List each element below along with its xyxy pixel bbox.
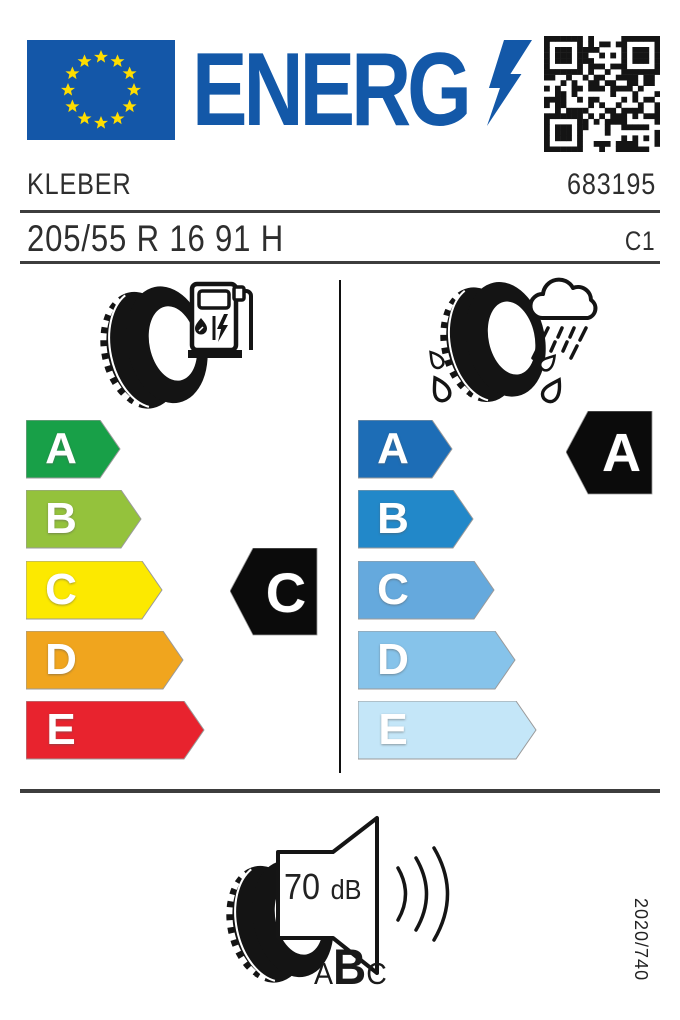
grade-letter: B <box>45 494 77 543</box>
grade-letter: C <box>377 565 409 614</box>
fuel-pump-icon <box>186 276 258 368</box>
grade-letter: C <box>45 565 77 614</box>
lightning-bolt-icon <box>486 40 536 126</box>
wet-rating-letter: A <box>602 423 641 483</box>
fuel-rating-indicator <box>230 548 318 636</box>
grade-letter: A <box>377 424 409 473</box>
center-divider <box>339 280 341 773</box>
noise-class-b-selected: B <box>333 939 367 995</box>
grade-letter: A <box>45 424 77 473</box>
brand-name: KLEBER <box>27 168 132 201</box>
noise-class-group <box>314 938 387 996</box>
fuel-rating-letter: C <box>265 560 307 624</box>
energ-logo-text: ENERG <box>192 32 468 148</box>
wet-rating-indicator <box>566 411 653 495</box>
fuel-grade-row <box>26 701 226 759</box>
rain-cloud-icon <box>522 276 604 371</box>
noise-unit: dB <box>330 874 362 905</box>
regulation-number: 2020/740 <box>631 898 651 982</box>
fuel-grade-row <box>26 490 226 548</box>
sound-waves-icon <box>398 848 448 940</box>
grade-letter: D <box>45 635 77 684</box>
wet-grade-row <box>358 561 558 619</box>
divider-line <box>20 789 660 793</box>
qr-code <box>544 36 660 152</box>
noise-value: 70 <box>284 866 321 907</box>
wet-grade-row <box>358 420 558 478</box>
grade-letter: B <box>377 494 409 543</box>
grade-letter: E <box>46 705 76 754</box>
grade-letter: E <box>378 705 408 754</box>
article-number: 683195 <box>566 168 656 201</box>
vehicle-class: C1 <box>625 226 656 256</box>
fuel-grade-row <box>26 561 226 619</box>
fuel-grade-row <box>26 420 226 478</box>
wet-grade-row <box>358 701 558 759</box>
fuel-grade-row <box>26 631 226 689</box>
grade-letter: D <box>377 635 409 684</box>
noise-value-group <box>284 866 361 908</box>
wet-grade-row <box>358 631 558 689</box>
divider-line <box>20 210 660 213</box>
eu-flag <box>27 40 175 140</box>
noise-class-a: A <box>314 956 334 991</box>
divider-line <box>20 261 660 264</box>
tire-size: 205/55 R 16 91 H <box>27 218 285 259</box>
noise-class-c: C <box>366 956 387 991</box>
wet-grade-row <box>358 490 558 548</box>
